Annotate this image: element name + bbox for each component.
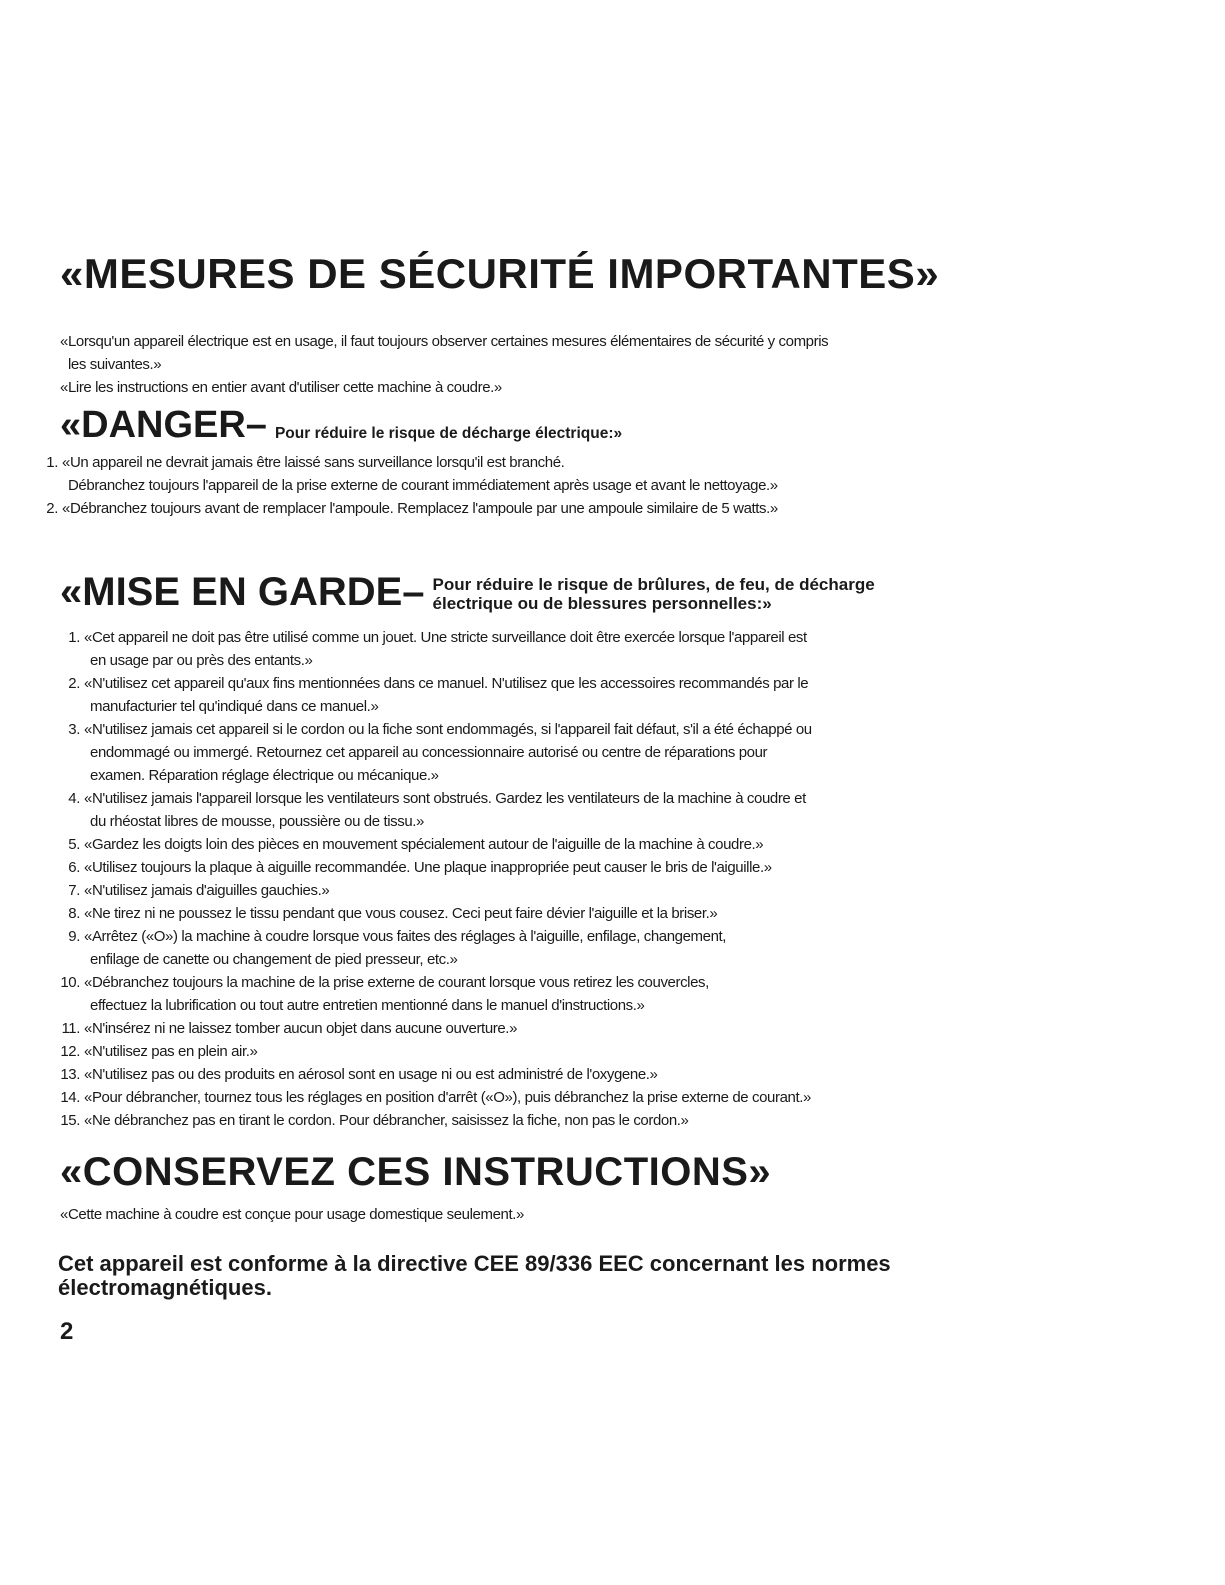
item-text bbox=[84, 1017, 517, 1040]
list-item bbox=[54, 879, 812, 902]
item-number: 2. bbox=[46, 500, 58, 517]
item-number: 13. bbox=[60, 1066, 80, 1083]
compliance-line: Cet appareil est conforme à la directive CEE 89/336 EEC concernant les normes bbox=[58, 1251, 891, 1276]
item-text bbox=[84, 1086, 811, 1109]
item-text bbox=[62, 497, 778, 520]
item-number: 11. bbox=[61, 1020, 80, 1037]
compliance-line: électromagnétiques. bbox=[58, 1275, 272, 1300]
item-line: en usage par ou près des entants.» bbox=[90, 652, 313, 669]
item-number: 1. bbox=[68, 629, 80, 646]
list-item bbox=[32, 497, 778, 520]
danger-subheading: Pour réduire le risque de décharge électrique:» bbox=[274, 425, 623, 442]
list-item bbox=[54, 1109, 812, 1132]
item-line: «Débranchez toujours la machine de la prise externe de courant lorsque vous retirez les couvercles, bbox=[84, 974, 709, 991]
item-line: «N'utilisez jamais d'aiguilles gauchies.» bbox=[84, 882, 330, 899]
item-text bbox=[84, 1063, 657, 1086]
item-text bbox=[84, 1109, 689, 1132]
danger-header bbox=[60, 404, 622, 447]
item-line: «N'utilisez jamais cet appareil si le cordon ou la fiche sont endommagés, si l'appareil fait défaut, s'il a été échappé ou bbox=[84, 721, 812, 738]
item-line: «N'insérez ni ne laissez tomber aucun objet dans aucune ouverture.» bbox=[84, 1020, 518, 1037]
list-item bbox=[54, 856, 812, 879]
list-item bbox=[54, 718, 812, 787]
caution-heading: «MISE EN GARDE– bbox=[60, 570, 425, 614]
item-text bbox=[84, 856, 772, 879]
item-text bbox=[84, 902, 717, 925]
item-text bbox=[84, 833, 763, 856]
list-item bbox=[54, 971, 812, 1017]
item-line: du rhéostat libres de mousse, poussière ou de tissu.» bbox=[90, 813, 425, 830]
item-number: 6. bbox=[68, 859, 80, 876]
list-item bbox=[54, 902, 812, 925]
item-text bbox=[84, 925, 726, 971]
item-line: «N'utilisez pas en plein air.» bbox=[84, 1043, 258, 1060]
item-line: «Ne débranchez pas en tirant le cordon. Pour débrancher, saisissez la fiche, non pas le cordon.» bbox=[84, 1112, 689, 1129]
item-line: «Utilisez toujours la plaque à aiguille recommandée. Une plaque inappropriée peut causer le bris de l'aiguille.» bbox=[84, 859, 772, 876]
item-line: «N'utilisez jamais l'appareil lorsque les ventilateurs sont obstrués. Gardez les ventilateurs de la machine à coudre et bbox=[84, 790, 806, 807]
caution-list bbox=[54, 626, 812, 1132]
item-number: 14. bbox=[60, 1089, 80, 1106]
item-number: 8. bbox=[68, 905, 80, 922]
item-line: «Gardez les doigts loin des pièces en mouvement spécialement autour de l'aiguille de la machine à coudre.» bbox=[84, 836, 764, 853]
list-item bbox=[54, 833, 812, 856]
item-line: «N'utilisez cet appareil qu'aux fins mentionnées dans ce manuel. N'utilisez que les accessoires recommandés par le bbox=[84, 675, 809, 692]
item-text bbox=[84, 626, 807, 672]
item-line: endommagé ou immergé. Retournez cet appareil au concessionnaire autorisé ou centre de réparations pour bbox=[90, 744, 768, 761]
item-line: examen. Réparation réglage électrique ou mécanique.» bbox=[90, 767, 439, 784]
caution-subheading bbox=[433, 575, 875, 615]
item-line: «Débranchez toujours avant de remplacer l'ampoule. Remplacez l'ampoule par une ampoule similaire de 5 watts.» bbox=[62, 500, 778, 517]
item-number: 5. bbox=[68, 836, 80, 853]
item-line: manufacturier tel qu'indiqué dans ce manuel.» bbox=[90, 698, 379, 715]
conserve-note: «Cette machine à coudre est conçue pour usage domestique seulement.» bbox=[60, 1206, 524, 1223]
compliance-statement bbox=[58, 1252, 891, 1300]
page-title: «MESURES DE SÉCURITÉ IMPORTANTES» bbox=[60, 250, 940, 297]
item-text bbox=[84, 1040, 257, 1063]
caution-header bbox=[60, 570, 875, 615]
caution-subheading-line: Pour réduire le risque de brûlures, de feu, de décharge bbox=[432, 575, 875, 594]
item-text bbox=[84, 718, 812, 787]
list-item bbox=[54, 925, 812, 971]
conserve-heading: «CONSERVEZ CES INSTRUCTIONS» bbox=[60, 1150, 772, 1194]
item-line: «Cet appareil ne doit pas être utilisé comme un jouet. Une stricte surveillance doit être exercée lorsque l'appareil est bbox=[84, 629, 807, 646]
list-item bbox=[54, 1040, 812, 1063]
intro bbox=[60, 330, 828, 399]
item-number: 10. bbox=[60, 974, 80, 991]
item-number: 1. bbox=[46, 454, 58, 471]
item-text bbox=[84, 672, 808, 718]
item-number: 4. bbox=[68, 790, 80, 807]
intro-line: «Lorsqu'un appareil électrique est en usage, il faut toujours observer certaines mesures élémentaires de sécurité y compris bbox=[60, 333, 829, 350]
danger-list bbox=[32, 451, 778, 520]
item-line: «Pour débrancher, tournez tous les réglages en position d'arrêt («O»), puis débranchez la prise externe de courant.» bbox=[84, 1089, 811, 1106]
item-line: «Un appareil ne devrait jamais être laissé sans surveillance lorsqu'il est branché. bbox=[62, 454, 565, 471]
list-item bbox=[54, 787, 812, 833]
intro-line: les suivantes.» bbox=[68, 356, 162, 373]
item-line: Débranchez toujours l'appareil de la prise externe de courant immédiatement après usage et avant le nettoyage.» bbox=[68, 477, 778, 494]
danger-heading: «DANGER– bbox=[60, 404, 267, 446]
item-line: enfilage de canette ou changement de pied presseur, etc.» bbox=[90, 951, 458, 968]
item-text bbox=[62, 451, 778, 497]
item-text bbox=[84, 971, 709, 1017]
item-line: «Ne tirez ni ne poussez le tissu pendant que vous cousez. Ceci peut faire dévier l'aiguille et la briser.» bbox=[84, 905, 718, 922]
item-line: «Arrêtez («O») la machine à coudre lorsque vous faites des réglages à l'aiguille, enfilage, changement, bbox=[84, 928, 727, 945]
item-number: 9. bbox=[68, 928, 80, 945]
list-item bbox=[54, 1063, 812, 1086]
item-number: 12. bbox=[60, 1043, 80, 1060]
list-item bbox=[54, 672, 812, 718]
item-text bbox=[84, 879, 329, 902]
page-number: 2 bbox=[60, 1318, 74, 1345]
intro-line: «Lire les instructions en entier avant d'utiliser cette machine à coudre.» bbox=[60, 379, 502, 396]
item-number: 7. bbox=[68, 882, 80, 899]
item-text bbox=[84, 787, 806, 833]
caution-subheading-line: électrique ou de blessures personnelles:» bbox=[432, 594, 772, 613]
item-line: «N'utilisez pas ou des produits en aérosol sont en usage ni ou est administré de l'oxygene.» bbox=[84, 1066, 658, 1083]
list-item bbox=[32, 451, 778, 497]
item-number: 3. bbox=[68, 721, 80, 738]
item-number: 2. bbox=[68, 675, 80, 692]
list-item bbox=[54, 626, 812, 672]
list-item bbox=[54, 1086, 812, 1109]
item-line: effectuez la lubrification ou tout autre entretien mentionné dans le manuel d'instructions.» bbox=[90, 997, 645, 1014]
item-number: 15. bbox=[60, 1112, 80, 1129]
list-item bbox=[54, 1017, 812, 1040]
